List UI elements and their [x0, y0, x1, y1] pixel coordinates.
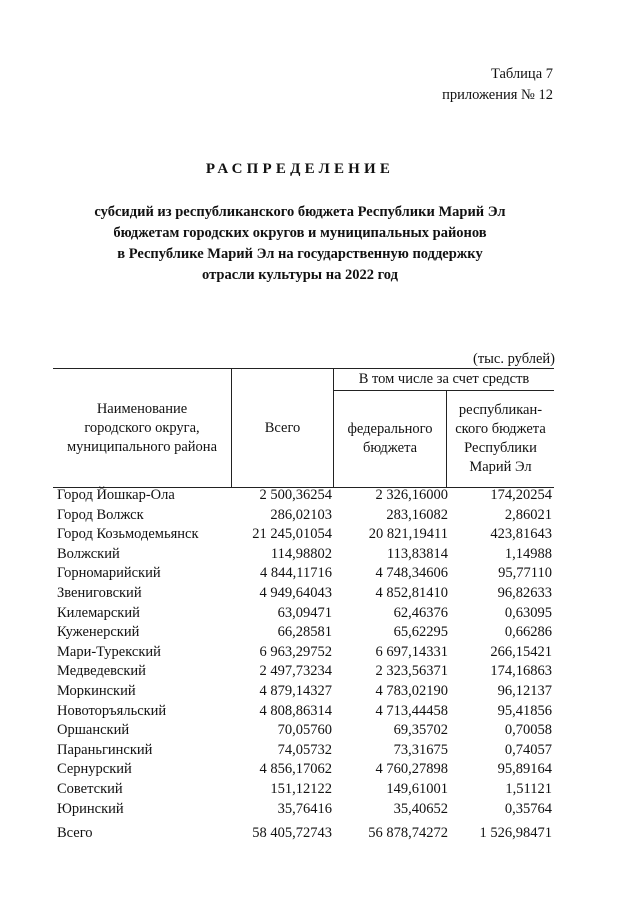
row-republic: 2,86021 [504, 506, 552, 523]
row-total: 114,98802 [270, 545, 332, 562]
total-label: Всего [57, 825, 93, 841]
row-total: 4 856,17062 [259, 761, 332, 778]
row-federal: 4 783,02190 [375, 682, 448, 699]
appendix-number: приложения № 12 [442, 87, 553, 103]
row-federal: 149,61001 [386, 780, 448, 797]
row-total: 6 963,29752 [259, 643, 332, 660]
row-republic: 96,82633 [497, 584, 552, 601]
table-number: Таблица 7 [490, 66, 553, 82]
header-name: Наименование городского округа, муниципального района [67, 400, 217, 455]
table-row [53, 545, 554, 565]
total-republic: 1 526,98471 [479, 825, 552, 841]
header-group: В том числе за счет средств [358, 371, 530, 387]
row-name: Звениговский [57, 584, 142, 601]
table-row [53, 760, 554, 780]
row-total: 35,76416 [277, 800, 332, 817]
row-name: Медведевский [57, 663, 146, 680]
row-federal: 4 760,27898 [375, 761, 448, 778]
document-subtitle [0, 202, 600, 286]
table-row [53, 643, 554, 663]
table-body [53, 486, 554, 819]
row-republic: 174,16863 [490, 663, 552, 680]
table-row [53, 623, 554, 643]
row-total: 4 844,11716 [260, 565, 332, 582]
row-total: 70,05760 [277, 722, 332, 739]
row-republic: 0,63095 [504, 604, 552, 621]
row-republic: 423,81643 [490, 526, 552, 543]
row-total: 66,28581 [277, 624, 332, 641]
row-federal: 65,62295 [393, 624, 448, 641]
row-name: Горномарийский [57, 565, 161, 582]
subtitle-line: бюджетам городских округов и муниципальных районов [113, 225, 487, 241]
table-row [53, 564, 554, 584]
row-total: 74,05732 [277, 741, 332, 758]
row-name: Советский [57, 780, 123, 797]
row-total: 2 497,73234 [259, 663, 332, 680]
row-total: 63,09471 [277, 604, 332, 621]
row-federal: 2 326,16000 [375, 487, 448, 503]
row-total: 21 245,01054 [252, 526, 332, 543]
row-republic: 266,15421 [490, 643, 552, 660]
row-republic: 0,35764 [504, 800, 552, 817]
header-federal: федерального бюджета [347, 421, 433, 456]
subtitle-line: в Республике Марий Эл на государственную поддержку [117, 246, 483, 262]
row-federal: 20 821,19411 [368, 526, 448, 543]
table-header [53, 368, 554, 488]
table-reference [442, 64, 553, 106]
row-republic: 0,66286 [504, 624, 552, 641]
row-republic: 1,51121 [505, 780, 552, 797]
row-total: 286,02103 [270, 506, 332, 523]
table-row [53, 604, 554, 624]
row-republic: 174,20254 [490, 487, 552, 503]
header-total: Всего [264, 419, 301, 436]
row-federal: 73,31675 [393, 741, 448, 758]
row-federal: 113,83814 [386, 545, 448, 562]
row-federal: 62,46376 [393, 604, 448, 621]
row-name: Мари-Турекский [57, 643, 161, 660]
row-republic: 0,70058 [504, 722, 552, 739]
table-row [53, 506, 554, 526]
row-total: 4 879,14327 [259, 682, 332, 699]
subtitle-line: отрасли культуры на 2022 год [202, 267, 398, 283]
row-republic: 96,12137 [497, 682, 552, 699]
row-federal: 6 697,14331 [375, 643, 448, 660]
document-title: РАСПРЕДЕЛЕНИЕ [205, 161, 395, 177]
row-name: Сернурский [57, 761, 132, 778]
row-name: Куженерский [57, 624, 140, 641]
row-federal: 2 323,56371 [375, 663, 448, 680]
row-total: 151,12122 [270, 780, 332, 797]
table-row [53, 486, 554, 506]
total-row [53, 824, 554, 844]
table-row [53, 741, 554, 761]
row-name: Моркинский [57, 682, 136, 699]
table-row [53, 800, 554, 820]
row-federal: 35,40652 [393, 800, 448, 817]
table-row [53, 584, 554, 604]
row-name: Город Козьмодемьянск [57, 526, 199, 543]
row-name: Новоторъяльский [57, 702, 167, 719]
row-federal: 283,16082 [386, 506, 448, 523]
row-total: 4 808,86314 [259, 702, 332, 719]
row-republic: 1,14988 [504, 545, 552, 562]
row-republic: 95,77110 [498, 565, 552, 582]
subtitle-line: субсидий из республиканского бюджета Республики Марий Эл [94, 204, 506, 220]
total-sum: 58 405,72743 [252, 825, 332, 841]
table-row [53, 721, 554, 741]
row-federal: 4 748,34606 [375, 565, 448, 582]
table-row [53, 780, 554, 800]
row-name: Волжский [57, 545, 120, 562]
row-federal: 4 852,81410 [375, 584, 448, 601]
row-name: Город Йошкар-Ола [57, 487, 175, 503]
table-row [53, 702, 554, 722]
table-row [53, 682, 554, 702]
row-name: Юринский [57, 800, 124, 817]
header-republic: республикан- ского бюджета Республики Марий Эл [455, 402, 546, 475]
row-name: Город Волжск [57, 506, 144, 523]
table-row [53, 662, 554, 682]
table-row [53, 525, 554, 545]
units-label: (тыс. рублей) [473, 351, 555, 367]
total-federal: 56 878,74272 [368, 825, 448, 841]
row-name: Килемарский [57, 604, 140, 621]
row-total: 4 949,64043 [259, 584, 332, 601]
row-name: Параньгинский [57, 741, 153, 758]
row-republic: 0,74057 [504, 741, 552, 758]
row-total: 2 500,36254 [259, 487, 332, 503]
row-name: Оршанский [57, 722, 130, 739]
row-federal: 4 713,44458 [375, 702, 448, 719]
row-republic: 95,41856 [497, 702, 552, 719]
row-federal: 69,35702 [393, 722, 448, 739]
row-republic: 95,89164 [497, 761, 552, 778]
